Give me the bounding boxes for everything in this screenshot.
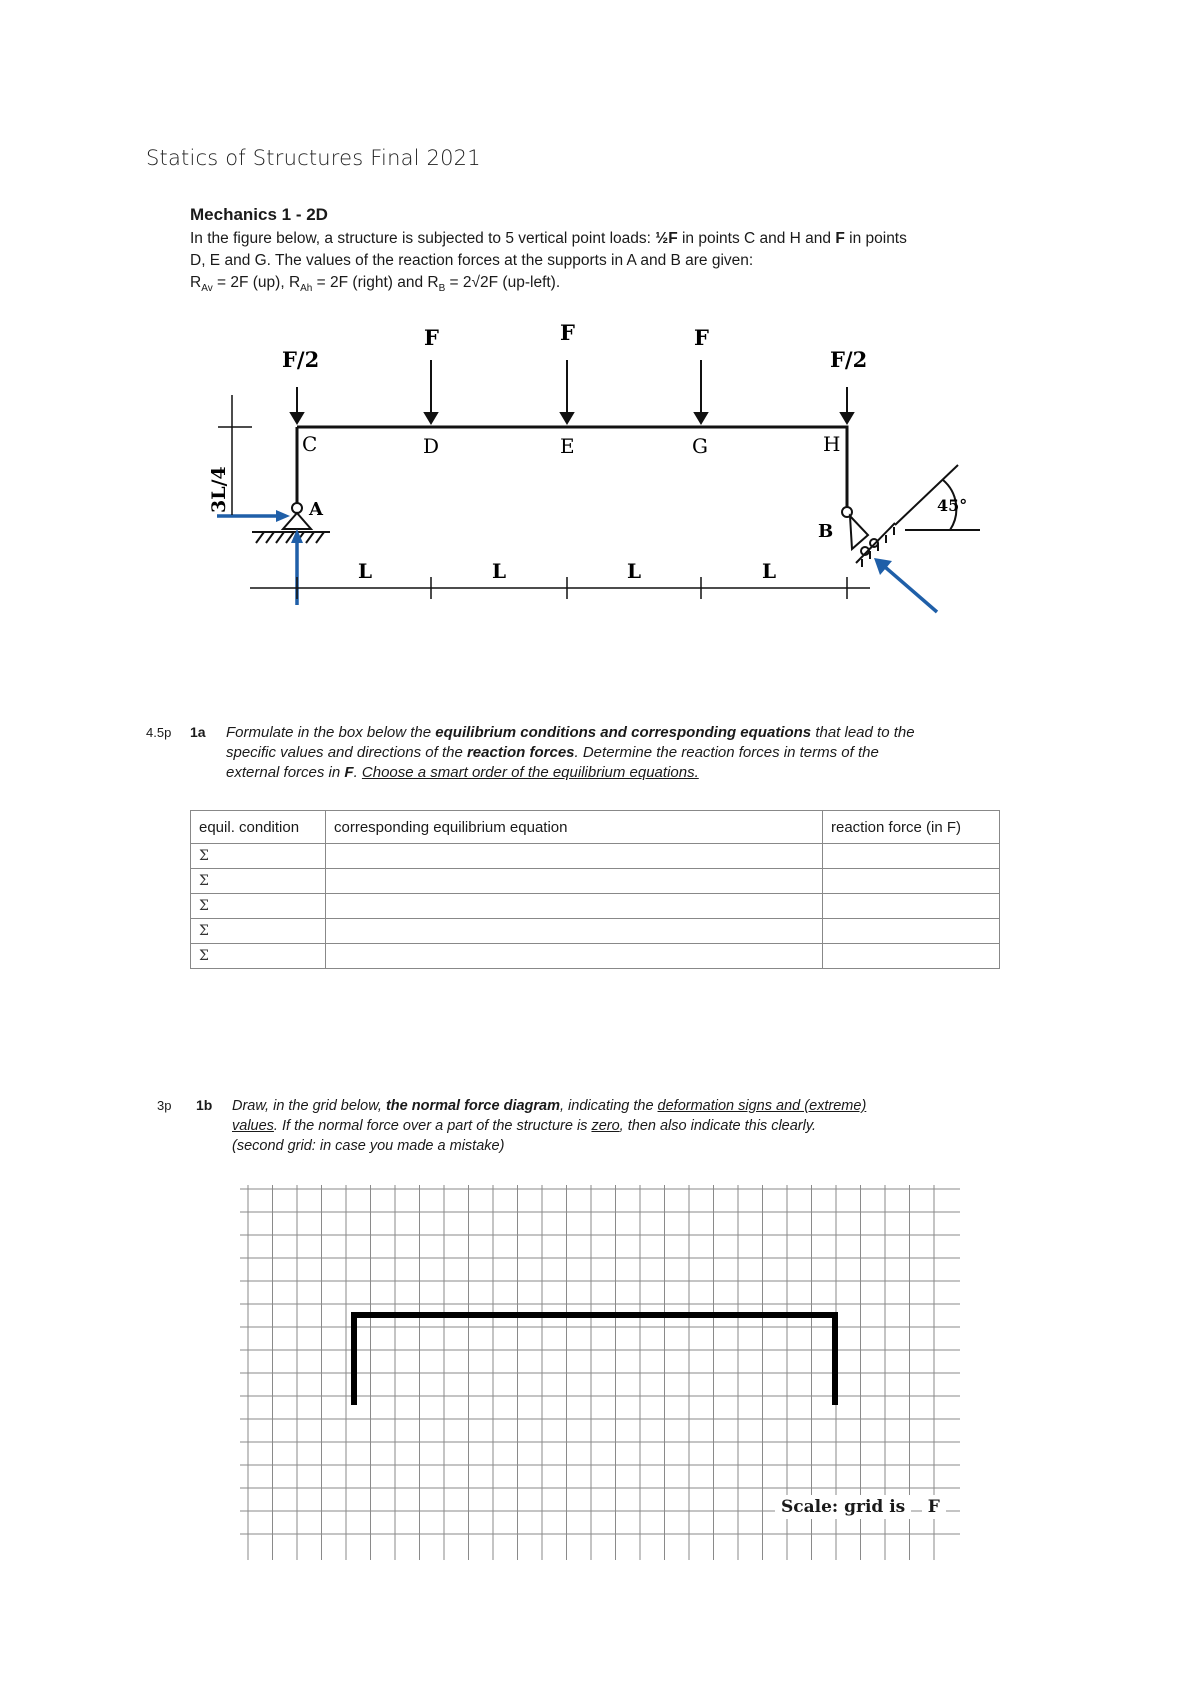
point-label-d: D (423, 434, 440, 458)
reaction-cell[interactable] (823, 919, 1000, 944)
table-row[interactable] (191, 894, 1000, 919)
height-label: 3L/4 (208, 466, 230, 513)
intro-line-3: $R_{Av} = 2F$ (up), $R_{Ah} = 2F$ (right) and $R_B = 2√2F$ (up-left). (190, 274, 561, 295)
span-label-2: L (492, 559, 507, 583)
intro-text (190, 228, 1070, 300)
load-arrows (291, 360, 853, 423)
load-label-e: F (560, 320, 575, 345)
load-label-d: F (424, 325, 439, 350)
equation-cell[interactable] (326, 944, 823, 969)
intro-line-1: In the figure below, a structure is subjected to 5 vertical point loads: ½F in points C and H and F in points (190, 230, 907, 247)
span-label-3: L (627, 559, 642, 583)
structure-diagram (180, 315, 1000, 635)
angle-label: 45° (937, 496, 968, 515)
roller-support-b (842, 465, 980, 567)
header-equil-condition: equil. condition (191, 811, 326, 844)
q1b-points: 3p (157, 1098, 172, 1113)
q1b-number: 1b (196, 1097, 213, 1113)
point-label-b: B (818, 521, 834, 542)
scale-unit: F (922, 1495, 946, 1519)
q1a-line-3: external forces in F. Choose a smart order of the equilibrium equations. (226, 764, 699, 781)
sigma-cell[interactable]: Σ (191, 944, 326, 969)
sigma-cell[interactable]: Σ (191, 919, 326, 944)
load-label-h: F/2 (830, 347, 868, 372)
section-title: Mechanics 1 - 2D (190, 205, 328, 224)
q1a-text (226, 723, 1056, 783)
sigma-cell[interactable]: Σ (191, 894, 326, 919)
table-row[interactable] (191, 944, 1000, 969)
load-label-c: F/2 (282, 347, 320, 372)
reaction-cell[interactable] (823, 844, 1000, 869)
equation-cell[interactable] (326, 894, 823, 919)
scale-label: Scale: grid is (775, 1495, 911, 1519)
equation-cell[interactable] (326, 869, 823, 894)
equation-cell[interactable] (326, 919, 823, 944)
intro-line-2: D, E and G. The values of the reaction forces at the supports in A and B are given: (190, 252, 754, 269)
load-label-g: F (694, 325, 709, 350)
reaction-cell[interactable] (823, 869, 1000, 894)
q1b-line-2: values. If the normal force over a part of the structure is zero, then also indicate this clearly. (232, 1118, 817, 1134)
span-dimension (250, 577, 870, 599)
sigma-cell[interactable]: Σ (191, 844, 326, 869)
point-label-h: H (823, 432, 841, 456)
reaction-cell[interactable] (823, 894, 1000, 919)
point-label-g: G (692, 434, 708, 458)
q1a-line-1: Formulate in the box below the equilibrium conditions and corresponding equations that lead to the (226, 724, 915, 741)
point-label-e: E (560, 434, 575, 458)
table-row[interactable] (191, 844, 1000, 869)
header-reaction-force: reaction force (in F) (823, 811, 1000, 844)
sigma-cell[interactable]: Σ (191, 869, 326, 894)
point-label-a: A (309, 499, 323, 520)
point-label-c: C (302, 432, 318, 456)
reaction-cell[interactable] (823, 944, 1000, 969)
header-equation: corresponding equilibrium equation (326, 811, 823, 844)
equation-cell[interactable] (326, 844, 823, 869)
equilibrium-table (190, 810, 1000, 969)
reaction-arrow-b (874, 558, 937, 612)
q1a-number: 1a (190, 724, 206, 740)
table-row[interactable] (191, 869, 1000, 894)
scale-note (775, 1497, 946, 1517)
span-label-1: L (358, 559, 373, 583)
q1b-text (232, 1096, 1052, 1156)
reaction-arrows-a (217, 510, 303, 605)
table-row[interactable] (191, 919, 1000, 944)
page-title: Statics of Structures Final 2021 (146, 146, 481, 170)
q1a-line-2: specific values and directions of the reaction forces. Determine the reaction forces in terms of the (226, 744, 879, 761)
q1a-points: 4.5p (146, 725, 172, 740)
q1b-line-3: (second grid: in case you made a mistake) (232, 1138, 505, 1154)
q1b-line-1: Draw, in the grid below, the normal force diagram, indicating the deformation signs and (extreme) (232, 1098, 867, 1114)
span-label-4: L (762, 559, 777, 583)
